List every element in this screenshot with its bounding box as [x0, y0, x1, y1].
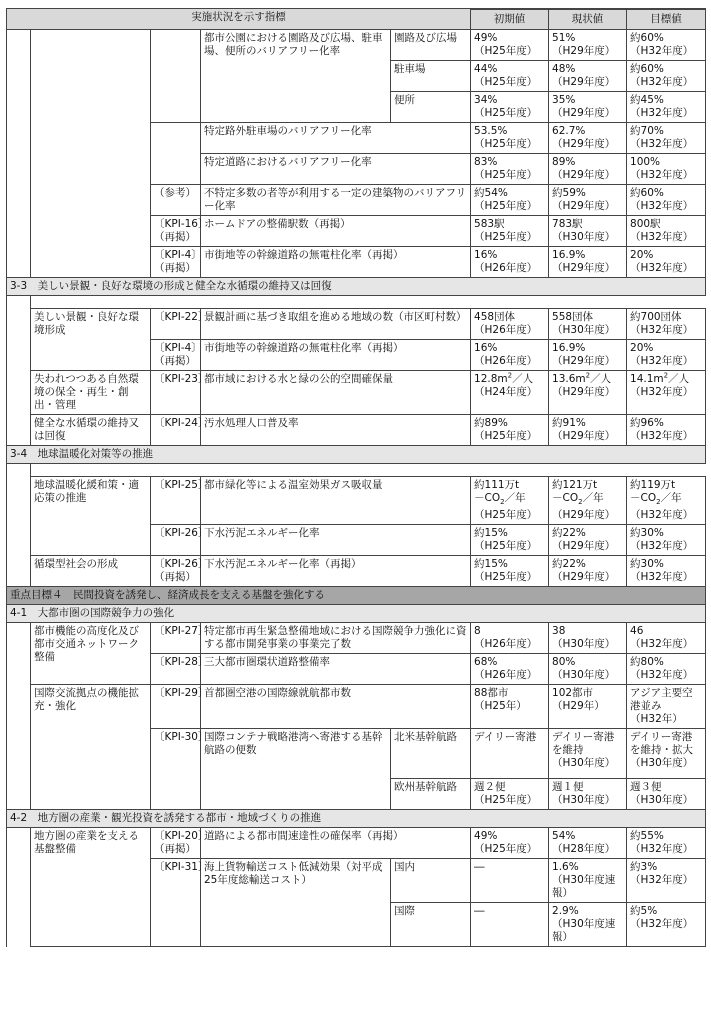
section-row	[7, 605, 706, 623]
table-row	[7, 556, 706, 587]
kpi-label: 〔KPI-26〕 （再掲）	[151, 556, 201, 587]
indicator-text: 特定道路におけるバリアフリー化率	[201, 154, 471, 185]
value-target: 約70% （H32年度）	[627, 123, 706, 154]
value-initial: 34% （H25年度）	[471, 92, 549, 123]
section-title-3-3: 3-3 美しい景観・良好な環境の形成と健全な水循環の維持又は回復	[7, 278, 706, 296]
value-initial: 44% （H25年度）	[471, 61, 549, 92]
indicator-text: 国際コンテナ戦略港湾へ寄港する基幹航路の便数	[201, 729, 391, 810]
value-initial: $12.8m^2/$人 （H24年度）	[471, 371, 549, 415]
sub-label: 駐車場	[391, 61, 471, 92]
kpi-label: 〔KPI-20〕 （再掲）	[151, 828, 201, 859]
value-current: 89% （H29年度）	[549, 154, 627, 185]
section-row	[7, 278, 706, 296]
section-title-4-2: 4-2 地方圏の産業・観光投資を誘発する都市・地域づくりの推進	[7, 810, 706, 828]
table-row	[7, 30, 706, 61]
table-row	[7, 828, 706, 859]
sub-label: 北米基幹航路	[391, 729, 471, 779]
value-target: 約30% （H32年度）	[627, 556, 706, 587]
value-initial: 16% （H26年度）	[471, 247, 549, 278]
kpi-label: 〔KPI-4〕 （再掲）	[151, 340, 201, 371]
value-current: 約59% （H29年度）	[549, 185, 627, 216]
value-target: 約5% （H32年度）	[627, 903, 706, 947]
value-current: 80% （H30年度）	[549, 654, 627, 685]
indicator-text: ホームドアの整備駅数（再掲）	[201, 216, 471, 247]
sub-label: 国内	[391, 859, 471, 903]
value-initial: 約15% （H25年度）	[471, 556, 549, 587]
indicator-table	[6, 8, 706, 947]
group-label: 都市機能の高度化及び都市交通ネットワーク整備	[31, 623, 151, 685]
indicator-text: 市街地等の幹線道路の無電柱化率（再掲）	[201, 340, 471, 371]
value-initial: 53.5% （H25年度）	[471, 123, 549, 154]
value-target: 週３便 （H30年度）	[627, 779, 706, 810]
col-target: 目標値	[627, 10, 706, 30]
indicator-text: 道路による都市間速達性の確保率（再掲）	[201, 828, 471, 859]
goal-row	[7, 587, 706, 605]
value-target: 約60% （H32年度）	[627, 61, 706, 92]
value-current: 1.6% （H30年度速報）	[549, 859, 627, 903]
value-current: 62.7% （H29年度）	[549, 123, 627, 154]
value-current: 約91% （H29年度）	[549, 415, 627, 446]
value-current: 51% （H29年度）	[549, 30, 627, 61]
value-target: アジア主要空港並み （H32年）	[627, 685, 706, 729]
kpi-label: 〔KPI-25〕	[151, 477, 201, 525]
value-target: 約700団体 （H32年度）	[627, 309, 706, 340]
value-current: 16.9% （H29年度）	[549, 340, 627, 371]
value-target: $14.1m^2/$人 （H32年度）	[627, 371, 706, 415]
value-initial: 49% （H25年度）	[471, 30, 549, 61]
group-label: 循環型社会の形成	[31, 556, 151, 587]
kpi-label: 〔KPI-28〕	[151, 654, 201, 685]
value-current: 約22% （H29年度）	[549, 525, 627, 556]
value-target: 約55% （H32年度）	[627, 828, 706, 859]
value-initial: 8 （H26年度）	[471, 623, 549, 654]
goal-title-4: 重点目標４ 民間投資を誘発し、経済成長を支える基盤を強化する	[7, 587, 706, 605]
group-label: 健全な水循環の維持又は回復	[31, 415, 151, 446]
value-initial: 16% （H26年度）	[471, 340, 549, 371]
table-row	[7, 685, 706, 729]
kpi-label: 〔KPI-23〕	[151, 371, 201, 415]
value-target: 約96% （H32年度）	[627, 415, 706, 446]
value-initial: 約15% （H25年度）	[471, 525, 549, 556]
value-current: 約121万t $-CO_2/$年 （H29年度）	[549, 477, 627, 525]
value-initial: ―	[471, 859, 549, 903]
indicator-text: 景観計画に基づき取組を進める地域の数（市区町村数）	[201, 309, 471, 340]
value-target: デイリー寄港を維持・拡大 （H30年度）	[627, 729, 706, 779]
value-current: 54% （H28年度）	[549, 828, 627, 859]
value-initial: 458団体 （H26年度）	[471, 309, 549, 340]
kpi-label: 〔KPI-4〕 （再掲）	[151, 247, 201, 278]
value-target: 約60% （H32年度）	[627, 185, 706, 216]
indicator-text: 首都圏空港の国際線就航都市数	[201, 685, 471, 729]
col-initial: 初期値	[471, 10, 549, 30]
indicator-text: 汚水処理人口普及率	[201, 415, 471, 446]
kpi-label: （参考）	[151, 185, 201, 216]
value-current: 558団体 （H30年度）	[549, 309, 627, 340]
value-current: 35% （H29年度）	[549, 92, 627, 123]
value-target: 約60% （H32年度）	[627, 30, 706, 61]
table-row	[7, 415, 706, 446]
value-target: 20% （H32年度）	[627, 340, 706, 371]
value-current: 週１便 （H30年度）	[549, 779, 627, 810]
value-current: 16.9% （H29年度）	[549, 247, 627, 278]
value-initial: 49% （H25年度）	[471, 828, 549, 859]
group-label: 失われつつある自然環境の保全・再生・創出・管理	[31, 371, 151, 415]
value-target: 約3% （H32年度）	[627, 859, 706, 903]
section-title-3-4: 3-4 地球温暖化対策等の推進	[7, 446, 706, 464]
value-initial: デイリー寄港	[471, 729, 549, 779]
value-target: 約119万t $-CO_2/$年 （H32年度）	[627, 477, 706, 525]
header-title: 実施状況を示す指標	[7, 9, 471, 30]
value-current: $13.6m^2/$人 （H29年度）	[549, 371, 627, 415]
value-initial: 週２便 （H25年度）	[471, 779, 549, 810]
group-label: 美しい景観・良好な環境形成	[31, 309, 151, 371]
kpi-label: 〔KPI-26〕	[151, 525, 201, 556]
value-initial: 68% （H26年度）	[471, 654, 549, 685]
indicator-table-wrapper	[6, 8, 705, 947]
indicator-text: 都市緑化等による温室効果ガス吸収量	[201, 477, 471, 525]
value-current: 2.9% （H30年度速報）	[549, 903, 627, 947]
indicator-text: 下水汚泥エネルギー化率（再掲）	[201, 556, 471, 587]
value-current: 38 （H30年度）	[549, 623, 627, 654]
value-current: 約22% （H29年度）	[549, 556, 627, 587]
indicator-text: 海上貨物輸送コスト低減効果（対平成25年度総輸送コスト）	[201, 859, 391, 947]
value-initial: 約89% （H25年度）	[471, 415, 549, 446]
group-label: 国際交流拠点の機能拡充・強化	[31, 685, 151, 810]
kpi-label: 〔KPI-29〕	[151, 685, 201, 729]
indicator-text: 下水汚泥エネルギー化率	[201, 525, 471, 556]
value-current: 48% （H29年度）	[549, 61, 627, 92]
indicator-text: 三大都市圏環状道路整備率	[201, 654, 471, 685]
value-target: 20% （H32年度）	[627, 247, 706, 278]
value-target: 約80% （H32年度）	[627, 654, 706, 685]
kpi-label: 〔KPI-16〕 （再掲）	[151, 216, 201, 247]
value-target: 約30% （H32年度）	[627, 525, 706, 556]
sub-label: 欧州基幹航路	[391, 779, 471, 810]
indicator-text: 都市公園における園路及び広場、駐車場、便所のバリアフリー化率	[201, 30, 391, 123]
value-initial: 583駅 （H25年度）	[471, 216, 549, 247]
indicator-text: 市街地等の幹線道路の無電柱化率（再掲）	[201, 247, 471, 278]
indicator-text: 特定都市再生緊急整備地域における国際競争力強化に資する都市開発事業の事業完了数	[201, 623, 471, 654]
table-row	[7, 477, 706, 525]
kpi-label: 〔KPI-31〕	[151, 859, 201, 947]
table-row	[7, 371, 706, 415]
value-target: 約45% （H32年度）	[627, 92, 706, 123]
kpi-label: 〔KPI-24〕	[151, 415, 201, 446]
value-initial: 88都市 （H25年）	[471, 685, 549, 729]
indicator-text: 特定路外駐車場のバリアフリー化率	[201, 123, 471, 154]
indicator-text: 不特定多数の者等が利用する一定の建築物のバリアフリー化率	[201, 185, 471, 216]
section-row	[7, 810, 706, 828]
value-target: 46 （H32年度）	[627, 623, 706, 654]
section-row	[7, 446, 706, 464]
section-title-4-1: 4-1 大都市圏の国際競争力の強化	[7, 605, 706, 623]
indicator-text: 都市域における水と緑の公的空間確保量	[201, 371, 471, 415]
sub-label: 便所	[391, 92, 471, 123]
value-initial: ―	[471, 903, 549, 947]
value-current: 102都市 （H29年）	[549, 685, 627, 729]
value-target: 800駅 （H32年度）	[627, 216, 706, 247]
kpi-label: 〔KPI-27〕	[151, 623, 201, 654]
value-current: 783駅 （H30年度）	[549, 216, 627, 247]
kpi-label: 〔KPI-30〕	[151, 729, 201, 810]
value-initial: 83% （H25年度）	[471, 154, 549, 185]
table-row	[7, 309, 706, 340]
group-label: 地方圏の産業を支える基盤整備	[31, 828, 151, 947]
group-label: 地球温暖化緩和策・適応策の推進	[31, 477, 151, 556]
sub-label: 園路及び広場	[391, 30, 471, 61]
value-initial: 約54% （H25年度）	[471, 185, 549, 216]
value-current: デイリー寄港を維持 （H30年度）	[549, 729, 627, 779]
kpi-label: 〔KPI-22〕	[151, 309, 201, 340]
value-target: 100% （H32年度）	[627, 154, 706, 185]
table-row	[7, 623, 706, 654]
sub-label: 国際	[391, 903, 471, 947]
col-current: 現状値	[549, 10, 627, 30]
value-initial: 約111万t $-CO_2/$年 （H25年度）	[471, 477, 549, 525]
